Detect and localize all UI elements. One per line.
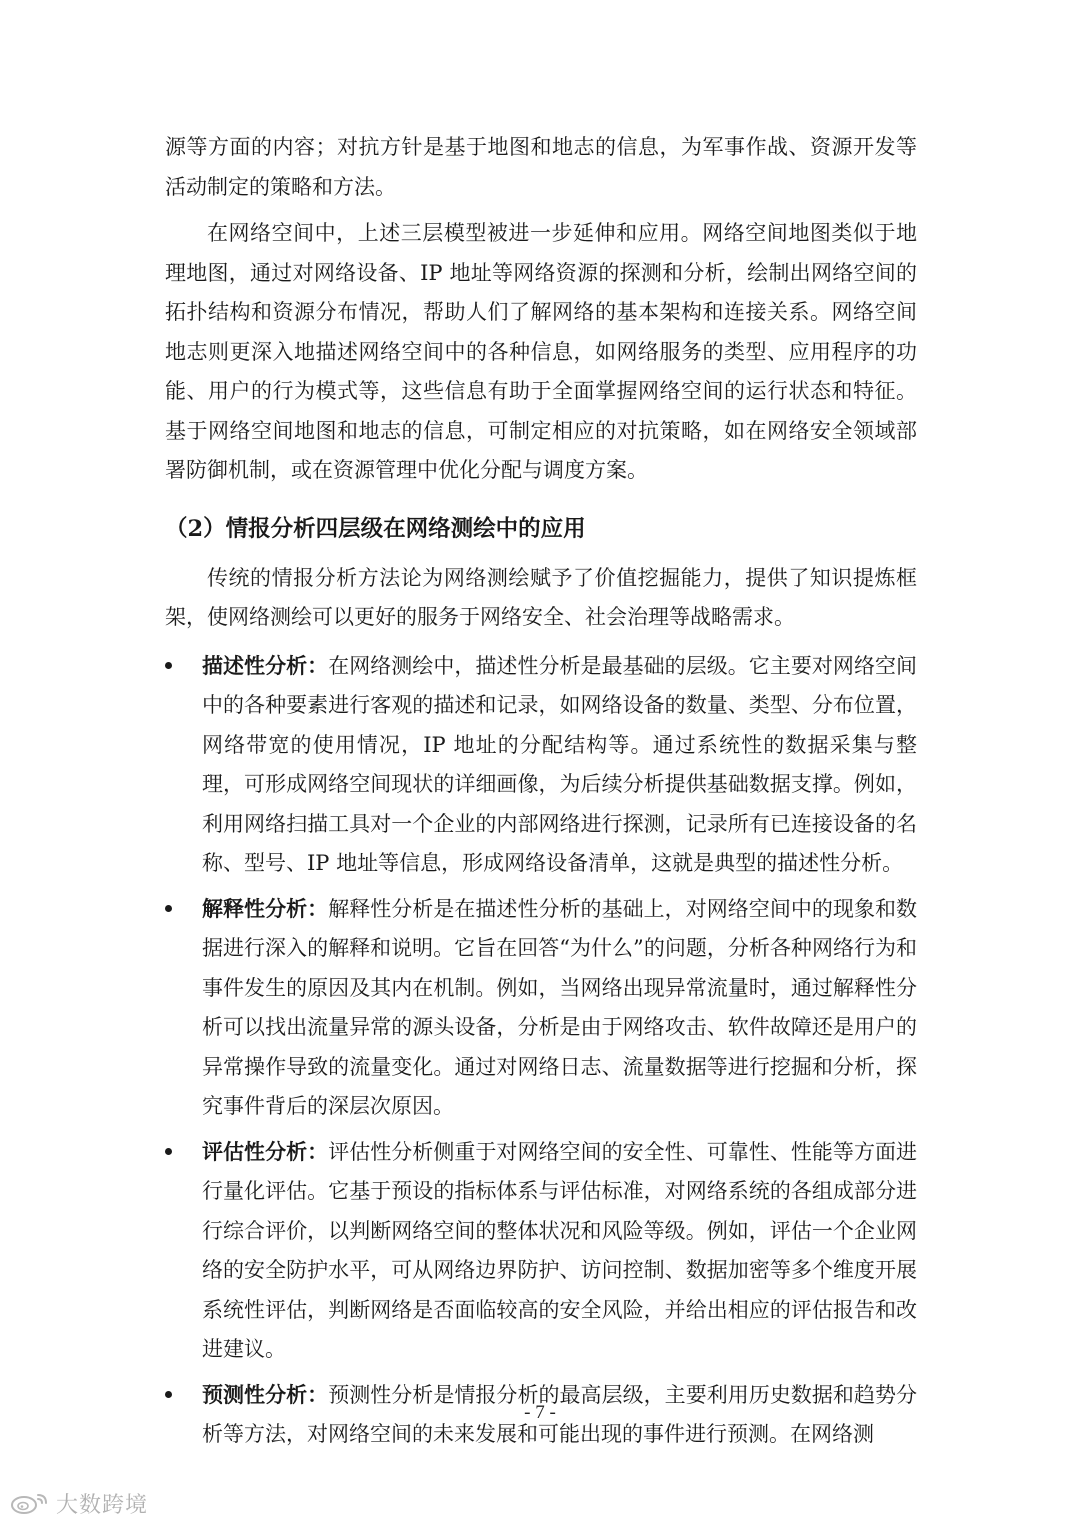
bullet-title: 预测性分析：	[202, 1381, 329, 1407]
analysis-levels-list	[165, 646, 917, 1455]
document-page	[165, 128, 917, 1460]
bullet-title: 解释性分析：	[202, 895, 329, 921]
bullet-text: 评估性分析侧重于对网络空间的安全性、可靠性、性能等方面进行量化评估。它基于预设的指标体系与评估标准，对网络系统的各组成部分进行综合评价，以判断网络空间的整体状况和风险等级。例如，评估一个企业网络的安全防护水平，可从网络边界防护、访问控制、数据加密等多个维度开展系统性评估，判断网络是否面临较高的安全风险，并给出相应的评估报告和改进建议。	[202, 1139, 918, 1361]
paragraph-continuation: 源等方面的内容；对抗方针是基于地图和地志的信息，为军事作战、资源开发等活动制定的策略和方法。	[165, 135, 917, 199]
section-heading: （2）情报分析四层级在网络测绘中的应用	[165, 515, 586, 542]
list-item-explanatory	[165, 889, 917, 1127]
bullet-text: 解释性分析是在描述性分析的基础上，对网络空间中的现象和数据进行深入的解释和说明。它旨在回答“为什么”的问题，分析各种网络行为和事件发生的原因及其内在机制。例如，当网络出现异常流量时，通过解释性分析可以找出流量异常的源头设备，分析是由于网络攻击、软件故障还是用户的异常操作导致的流量变化。通过对网络日志、流量数据等进行挖掘和分析，探究事件背后的深层次原因。	[202, 896, 918, 1118]
watermark	[10, 1488, 148, 1518]
page-number: - 7 -	[524, 1402, 556, 1423]
bullet-title: 评估性分析：	[202, 1138, 329, 1164]
bullet-text: 在网络测绘中，描述性分析是最基础的层级。它主要对网络空间中的各种要素进行客观的描述和记录，如网络设备的数量、类型、分布位置，网络带宽的使用情况，IP 地址的分配结构等。通过系统性的数据采集与整理，可形成网络空间现状的详细画像，为后续分析提供基础数据支撑。例如，利用网络扫描工具对一个企业的内部网络进行探测，记录所有已连接设备的名称、型号、IP 地址等信息，形成网络设备清单，这就是典型的描述性分析。	[202, 653, 918, 875]
weibo-logo-icon	[10, 1491, 50, 1515]
list-item-evaluative	[165, 1132, 917, 1370]
watermark-text: 大数跨境	[56, 1492, 149, 1518]
bullet-icon	[165, 905, 172, 912]
paragraph-intro: 传统的情报分析方法论为网络测绘赋予了价值挖掘能力，提供了知识提炼框架，使网络测绘可以更好的服务于网络安全、社会治理等战略需求。	[165, 565, 917, 629]
bullet-icon	[165, 662, 172, 669]
list-item-descriptive	[165, 646, 917, 884]
bullet-title: 描述性分析：	[202, 652, 329, 678]
bullet-icon	[165, 1148, 172, 1155]
bullet-icon	[165, 1391, 172, 1398]
paragraph-cyberspace-model: 在网络空间中，上述三层模型被进一步延伸和应用。网络空间地图类似于地理地图，通过对网络设备、IP 地址等网络资源的探测和分析，绘制出网络空间的拓扑结构和资源分布情况，帮助人们了解网络的基本架构和连接关系。网络空间地志则更深入地描述网络空间中的各种信息，如网络服务的类型、应用程序的功能、用户的行为模式等，这些信息有助于全面掌握网络空间的运行状态和特征。基于网络空间地图和地志的信息，可制定相应的对抗策略，如在网络安全领域部署防御机制，或在资源管理中优化分配与调度方案。	[165, 221, 917, 482]
bullet-text: 预测性分析是情报分析的最高层级，主要利用历史数据和趋势分析等方法，对网络空间的未来发展和可能出现的事件进行预测。在网络测	[202, 1382, 918, 1446]
